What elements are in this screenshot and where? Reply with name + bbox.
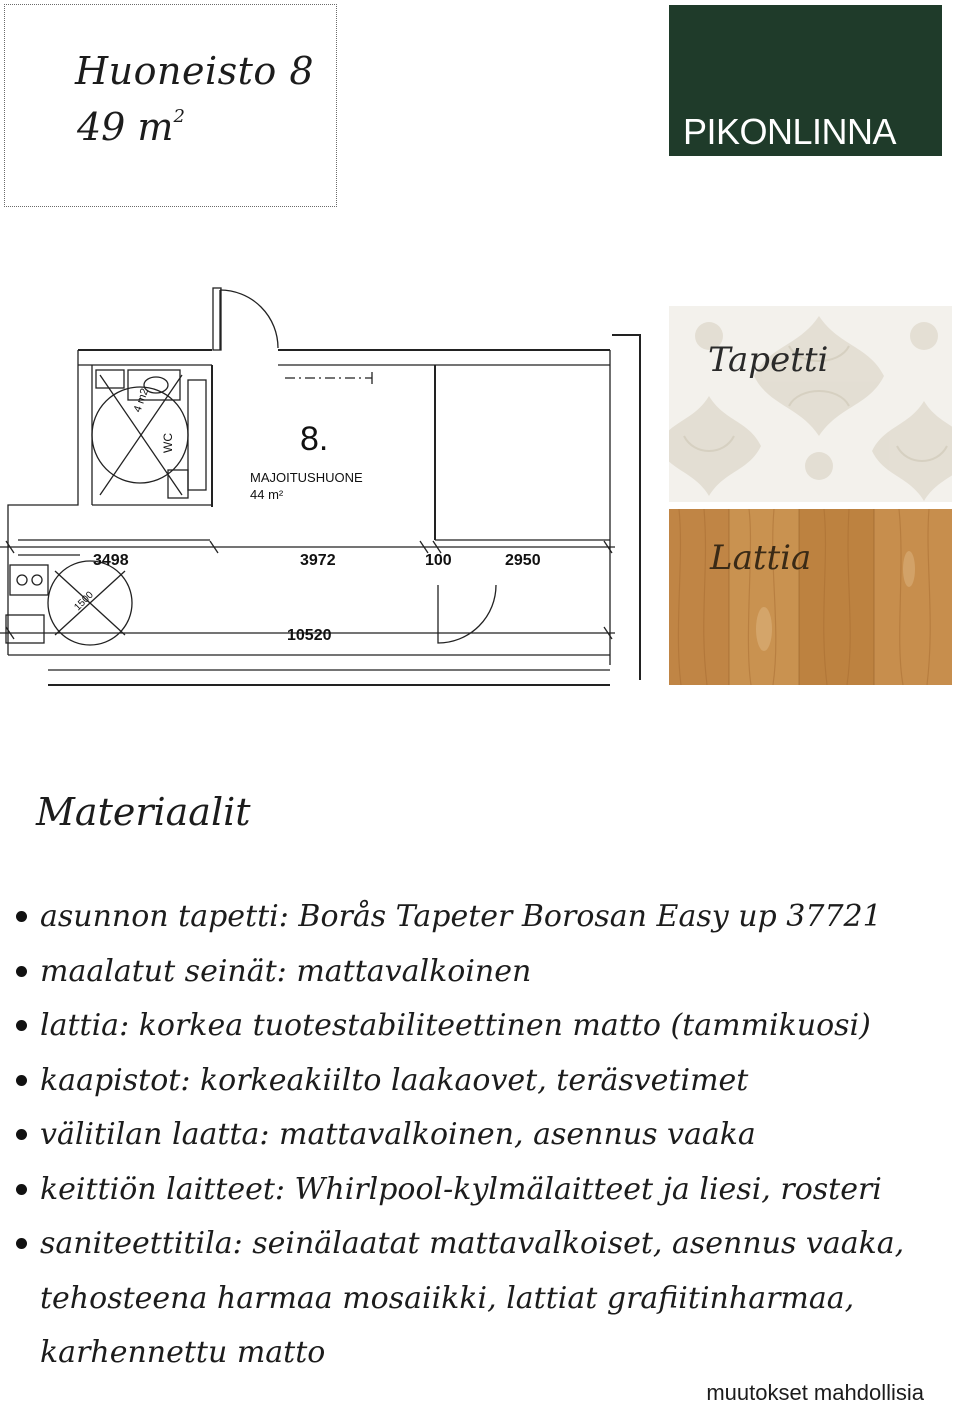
- wallpaper-swatch: [669, 306, 952, 502]
- dim-2950: 2950: [505, 552, 541, 569]
- floor-plan: [0, 285, 650, 695]
- material-item: [16, 999, 946, 1054]
- material-item: [16, 890, 946, 945]
- materials-list: [16, 890, 946, 1381]
- kitchen-circle-label: 1500: [72, 589, 96, 614]
- room-number: 8.: [300, 420, 329, 458]
- bullet-icon: [16, 966, 27, 977]
- bullet-icon: [16, 911, 27, 922]
- changes-possible-note: muutokset mahdollisia: [706, 1380, 924, 1405]
- apartment-area-value: 49 m: [77, 105, 174, 149]
- bath-area-label: 4 m2: [131, 386, 152, 415]
- bullet-icon: [16, 1238, 27, 1249]
- material-item-text: kaapistot: korkeakiilto laakaovet, teräsvetimet: [40, 1062, 749, 1098]
- bullet-icon: [16, 1075, 27, 1086]
- material-item-text: maalatut seinät: mattavalkoinen: [40, 953, 532, 989]
- dim-3972: 3972: [300, 552, 336, 569]
- apartment-area-unit-sup: 2: [173, 106, 185, 127]
- material-item-continuation: [16, 1326, 946, 1381]
- dim-3498: 3498: [93, 552, 129, 569]
- material-item-text: lattia: korkea tuotestabiliteettinen matto (tammikuosi): [40, 1008, 871, 1043]
- room-name: MAJOITUSHUONE: [250, 470, 363, 485]
- brand-name: PIKONLINNA: [683, 111, 897, 152]
- material-item: [16, 1054, 946, 1109]
- material-item-text: tehosteena harmaa mosaiikki, lattiat grafiitinharmaa,: [40, 1280, 855, 1316]
- apartment-title-box: [4, 4, 337, 207]
- dim-10520: 10520: [287, 627, 332, 644]
- material-item: [16, 1108, 946, 1163]
- apartment-area: [77, 105, 185, 149]
- material-item: [16, 945, 946, 1000]
- material-item-text: keittiön laitteet: Whirlpool-kylmälaitteet ja liesi, rosteri: [40, 1171, 882, 1207]
- material-item-text: saniteettitila: seinälaatat mattavalkoiset, asennus vaaka,: [40, 1226, 905, 1261]
- dim-100: 100: [425, 552, 452, 569]
- wallpaper-label: Tapetti: [708, 340, 829, 380]
- material-item-continuation: [16, 1272, 946, 1327]
- material-item-text: karhennettu matto: [40, 1335, 326, 1370]
- material-item-text: välitilan laatta: mattavalkoinen, asennus vaaka: [40, 1117, 756, 1152]
- material-item-text: asunnon tapetti: Borås Tapeter Borosan Easy up 37721: [40, 899, 882, 934]
- room-area: 44 m²: [250, 487, 284, 502]
- bullet-icon: [16, 1184, 27, 1195]
- bullet-icon: [16, 1020, 27, 1031]
- material-item: [16, 1217, 946, 1272]
- brand-logo-box: [669, 5, 942, 156]
- materials-heading: Materiaalit: [36, 790, 251, 834]
- floor-swatch: [669, 509, 952, 685]
- material-item: [16, 1163, 946, 1218]
- wc-label: WC: [161, 433, 175, 453]
- apartment-name: Huoneisto 8: [75, 49, 315, 93]
- bullet-icon: [16, 1129, 27, 1140]
- floor-label: Lattia: [710, 538, 812, 578]
